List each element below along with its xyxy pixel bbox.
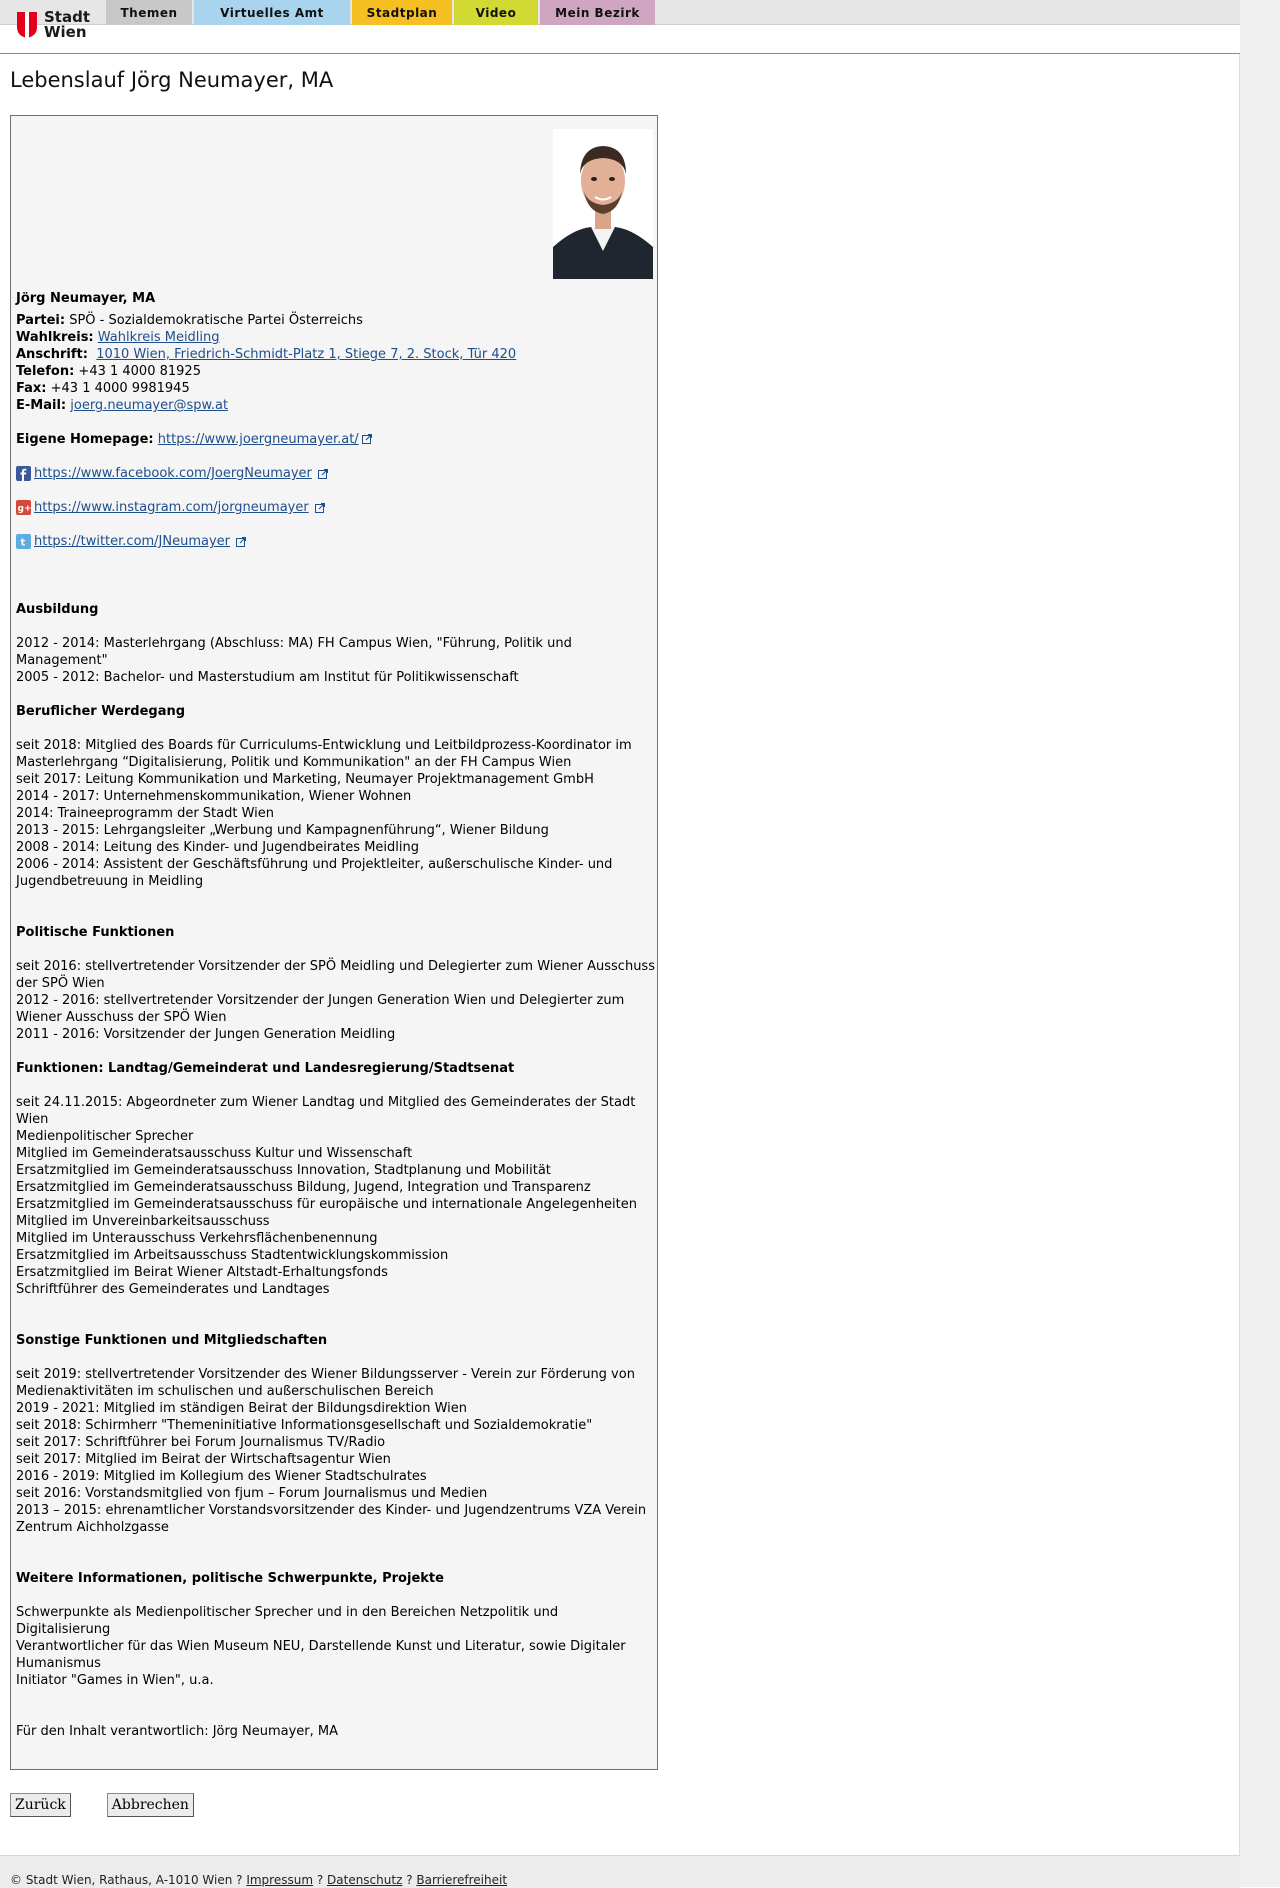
email-label: E-Mail: (16, 398, 67, 413)
svg-text:g+: g+ (17, 504, 31, 514)
landtag-item: Ersatzmitglied im Arbeitsausschuss Stadtentwicklungskommission (16, 1248, 449, 1263)
weitere-item: Verantwortlicher für das Wien Museum NEU, Darstellende Kunst und Literatur, sowie Digitaler Humanismus (16, 1639, 626, 1671)
sonstige-item: 2013 – 2015: ehrenamtlicher Vorstandsvorsitzender des Kinder- und Jugendzentrums VZA Verein Zentrum Aichholzgasse (16, 1503, 647, 1535)
homepage-link[interactable]: https://www.joergneumayer.at/ (157, 432, 359, 447)
facebook-row (16, 465, 656, 482)
landtag-item: Ersatzmitglied im Beirat Wiener Altstadt-Erhaltungsfonds (16, 1265, 388, 1280)
beruf-item: seit 2018: Mitglied des Boards für Curriculums-Entwicklung und Leitbildprozess-Koordinator im Masterlehrgang “Digitalisierung, Politik und Kommunikation" an der FH Campus Wien (16, 738, 632, 770)
site-footer (0, 1855, 1240, 1888)
instagram-row (16, 499, 656, 516)
beruf-item: seit 2017: Leitung Kommunikation und Marketing, Neumayer Projektmanagement GmbH (16, 772, 594, 787)
ausbildung-item: 2012 - 2014: Masterlehrgang (Abschluss: MA) FH Campus Wien, "Führung, Politik und Management" (16, 636, 572, 668)
nav-tab-video[interactable]: Video (454, 0, 538, 25)
svg-text:t: t (20, 537, 26, 549)
politik-item: 2011 - 2016: Vorsitzender der Jungen Generation Meidling (16, 1027, 396, 1042)
site-header (0, 0, 1240, 54)
section-heading-sonstige: Sonstige Funktionen und Mitgliedschaften (16, 1333, 328, 1348)
landtag-item: Medienpolitischer Sprecher (16, 1129, 194, 1144)
landtag-item: Schriftführer des Gemeinderates und Landtages (16, 1282, 330, 1297)
telefon-value: +43 1 4000 81925 (78, 364, 201, 379)
landtag-item: Ersatzmitglied im Gemeinderatsausschuss Innovation, Stadtplanung und Mobilität (16, 1163, 551, 1178)
sonstige-item: 2016 - 2019: Mitglied im Kollegium des Wiener Stadtschulrates (16, 1469, 427, 1484)
anschrift-link[interactable]: 1010 Wien, Friedrich-Schmidt-Platz 1, Stiege 7, 2. Stock, Tür 420 (96, 347, 517, 362)
twitter-icon (16, 534, 31, 549)
partei-row (16, 312, 656, 329)
beruf-item: 2014 - 2017: Unternehmenskommunikation, Wiener Wohnen (16, 789, 412, 804)
external-link-icon (362, 434, 372, 444)
twitter-row (16, 533, 656, 550)
landtag-item: Mitglied im Unvereinbarkeitsausschuss (16, 1214, 270, 1229)
footer-separator: ? (313, 1873, 328, 1887)
footer-link-impressum[interactable]: Impressum (246, 1873, 314, 1887)
section-heading-politik: Politische Funktionen (16, 925, 175, 940)
sonstige-item: seit 2017: Mitglied im Beirat der Wirtschaftsagentur Wien (16, 1452, 391, 1467)
partei-value: SPÖ - Sozialdemokratische Partei Österreichs (69, 313, 363, 328)
politik-item: seit 2016: stellvertretender Vorsitzender der SPÖ Meidling und Delegierter zum Wiener Ausschuss der SPÖ Wien (16, 959, 655, 991)
portrait-photo (553, 129, 653, 279)
landtag-item: Ersatzmitglied im Gemeinderatsausschuss Bildung, Jugend, Integration und Transparenz (16, 1180, 591, 1195)
instagram-link[interactable]: https://www.instagram.com/jorgneumayer (34, 500, 309, 515)
beruf-item: 2008 - 2014: Leitung des Kinder- und Jugendbeirates Meidling (16, 840, 419, 855)
beruf-item: 2006 - 2014: Assistent der Geschäftsführung und Projektleiter, außerschulische Kinder- und Jugendbetreuung in Meidling (16, 857, 613, 889)
vertical-scrollbar[interactable] (1239, 0, 1280, 1887)
footer-text (10, 1873, 507, 1887)
page-title: Lebenslauf Jörg Neumayer, MA (10, 68, 334, 92)
landtag-item: Mitglied im Unterausschuss Verkehrsflächenbenennung (16, 1231, 378, 1246)
footer-link-datenschutz[interactable]: Datenschutz (327, 1873, 403, 1887)
twitter-link[interactable]: https://twitter.com/JNeumayer (34, 534, 231, 549)
weitere-item: Initiator "Games in Wien", u.a. (16, 1673, 214, 1688)
weitere-item: Schwerpunkte als Medienpolitischer Sprecher und in den Bereichen Netzpolitik und Digitalisierung (16, 1605, 559, 1637)
ausbildung-item: 2005 - 2012: Bachelor- und Masterstudium am Institut für Politikwissenschaft (16, 670, 519, 685)
section-heading-beruf: Beruflicher Werdegang (16, 704, 186, 719)
external-link-icon (318, 469, 328, 479)
profile-content (16, 290, 656, 1740)
wahlkreis-label: Wahlkreis: (16, 330, 94, 345)
partei-label: Partei: (16, 313, 66, 328)
anschrift-row (16, 346, 656, 363)
fax-value: +43 1 4000 9981945 (50, 381, 190, 396)
fax-label: Fax: (16, 381, 47, 396)
google-plus-icon (16, 500, 31, 515)
landtag-item: seit 24.11.2015: Abgeordneter zum Wiener Landtag und Mitglied des Gemeinderates der Stadt Wien (16, 1095, 636, 1127)
beruf-item: 2014: Traineeprogramm der Stadt Wien (16, 806, 275, 821)
facebook-icon (16, 466, 31, 481)
action-buttons (10, 1793, 194, 1817)
profile-card (10, 115, 658, 1770)
external-link-icon (236, 537, 246, 547)
telefon-row (16, 363, 656, 380)
email-row (16, 397, 656, 414)
nav-tab-themen[interactable]: Themen (106, 0, 192, 25)
homepage-row (16, 431, 656, 448)
sonstige-item: seit 2017: Schriftführer bei Forum Journalismus TV/Radio (16, 1435, 386, 1450)
profile-name: Jörg Neumayer, MA (16, 291, 156, 306)
anschrift-label: Anschrift: (16, 347, 88, 362)
sonstige-item: seit 2018: Schirmherr "Themeninitiative Informationsgesellschaft und Sozialdemokratie" (16, 1418, 593, 1433)
main-nav (106, 0, 655, 25)
stadt-wien-logo[interactable] (16, 8, 90, 42)
section-heading-weitere: Weitere Informationen, politische Schwerpunkte, Projekte (16, 1571, 444, 1586)
nav-tab-mein-bezirk[interactable]: Mein Bezirk (540, 0, 655, 25)
footer-separator: ? (402, 1873, 417, 1887)
logo-text (44, 10, 90, 40)
nav-tab-virtuelles-amt[interactable]: Virtuelles Amt (194, 0, 350, 25)
logo-line-2: Wien (43, 23, 87, 41)
fax-row (16, 380, 656, 397)
facebook-link[interactable]: https://www.facebook.com/JoergNeumayer (34, 466, 312, 481)
back-button[interactable]: Zurück (10, 1793, 71, 1817)
politik-item: 2012 - 2016: stellvertretender Vorsitzender der Jungen Generation Wien und Delegierter zum Wiener Ausschuss der SPÖ Wien (16, 993, 625, 1025)
footer-link-barrierefreiheit[interactable]: Barrierefreiheit (416, 1873, 508, 1887)
cancel-button[interactable]: Abbrechen (107, 1793, 194, 1817)
homepage-label: Eigene Homepage: (16, 432, 154, 447)
logo-line-1: Stadt (43, 8, 90, 26)
landtag-item: Ersatzmitglied im Gemeinderatsausschuss für europäische und internationale Angelegenheiten (16, 1197, 637, 1212)
responsibility-note: Für den Inhalt verantwortlich: Jörg Neumayer, MA (16, 1724, 339, 1739)
wien-shield-icon (16, 11, 38, 39)
section-heading-ausbildung: Ausbildung (16, 602, 99, 617)
telefon-label: Telefon: (16, 364, 75, 379)
sonstige-item: seit 2016: Vorstandsmitglied von fjum – Forum Journalismus und Medien (16, 1486, 488, 1501)
landtag-item: Mitglied im Gemeinderatsausschuss Kultur und Wissenschaft (16, 1146, 413, 1161)
wahlkreis-row (16, 329, 656, 346)
footer-copyright: © Stadt Wien, Rathaus, A-1010 Wien ? (10, 1873, 247, 1887)
beruf-item: 2013 - 2015: Lehrgangsleiter „Werbung und Kampagnenführung“, Wiener Bildung (16, 823, 549, 838)
sonstige-item: seit 2019: stellvertretender Vorsitzender des Wiener Bildungsserver - Verein zur Förderung von Medienaktivitäten im schulischen und außerschulischen Bereich (16, 1367, 635, 1399)
section-heading-landtag: Funktionen: Landtag/Gemeinderat und Landesregierung/Stadtsenat (16, 1061, 515, 1076)
email-link[interactable]: joerg.neumayer@spw.at (70, 398, 229, 413)
nav-tab-stadtplan[interactable]: Stadtplan (352, 0, 452, 25)
wahlkreis-link[interactable]: Wahlkreis Meidling (97, 330, 220, 345)
sonstige-item: 2019 - 2021: Mitglied im ständigen Beirat der Bildungsdirektion Wien (16, 1401, 467, 1416)
external-link-icon (315, 503, 325, 513)
